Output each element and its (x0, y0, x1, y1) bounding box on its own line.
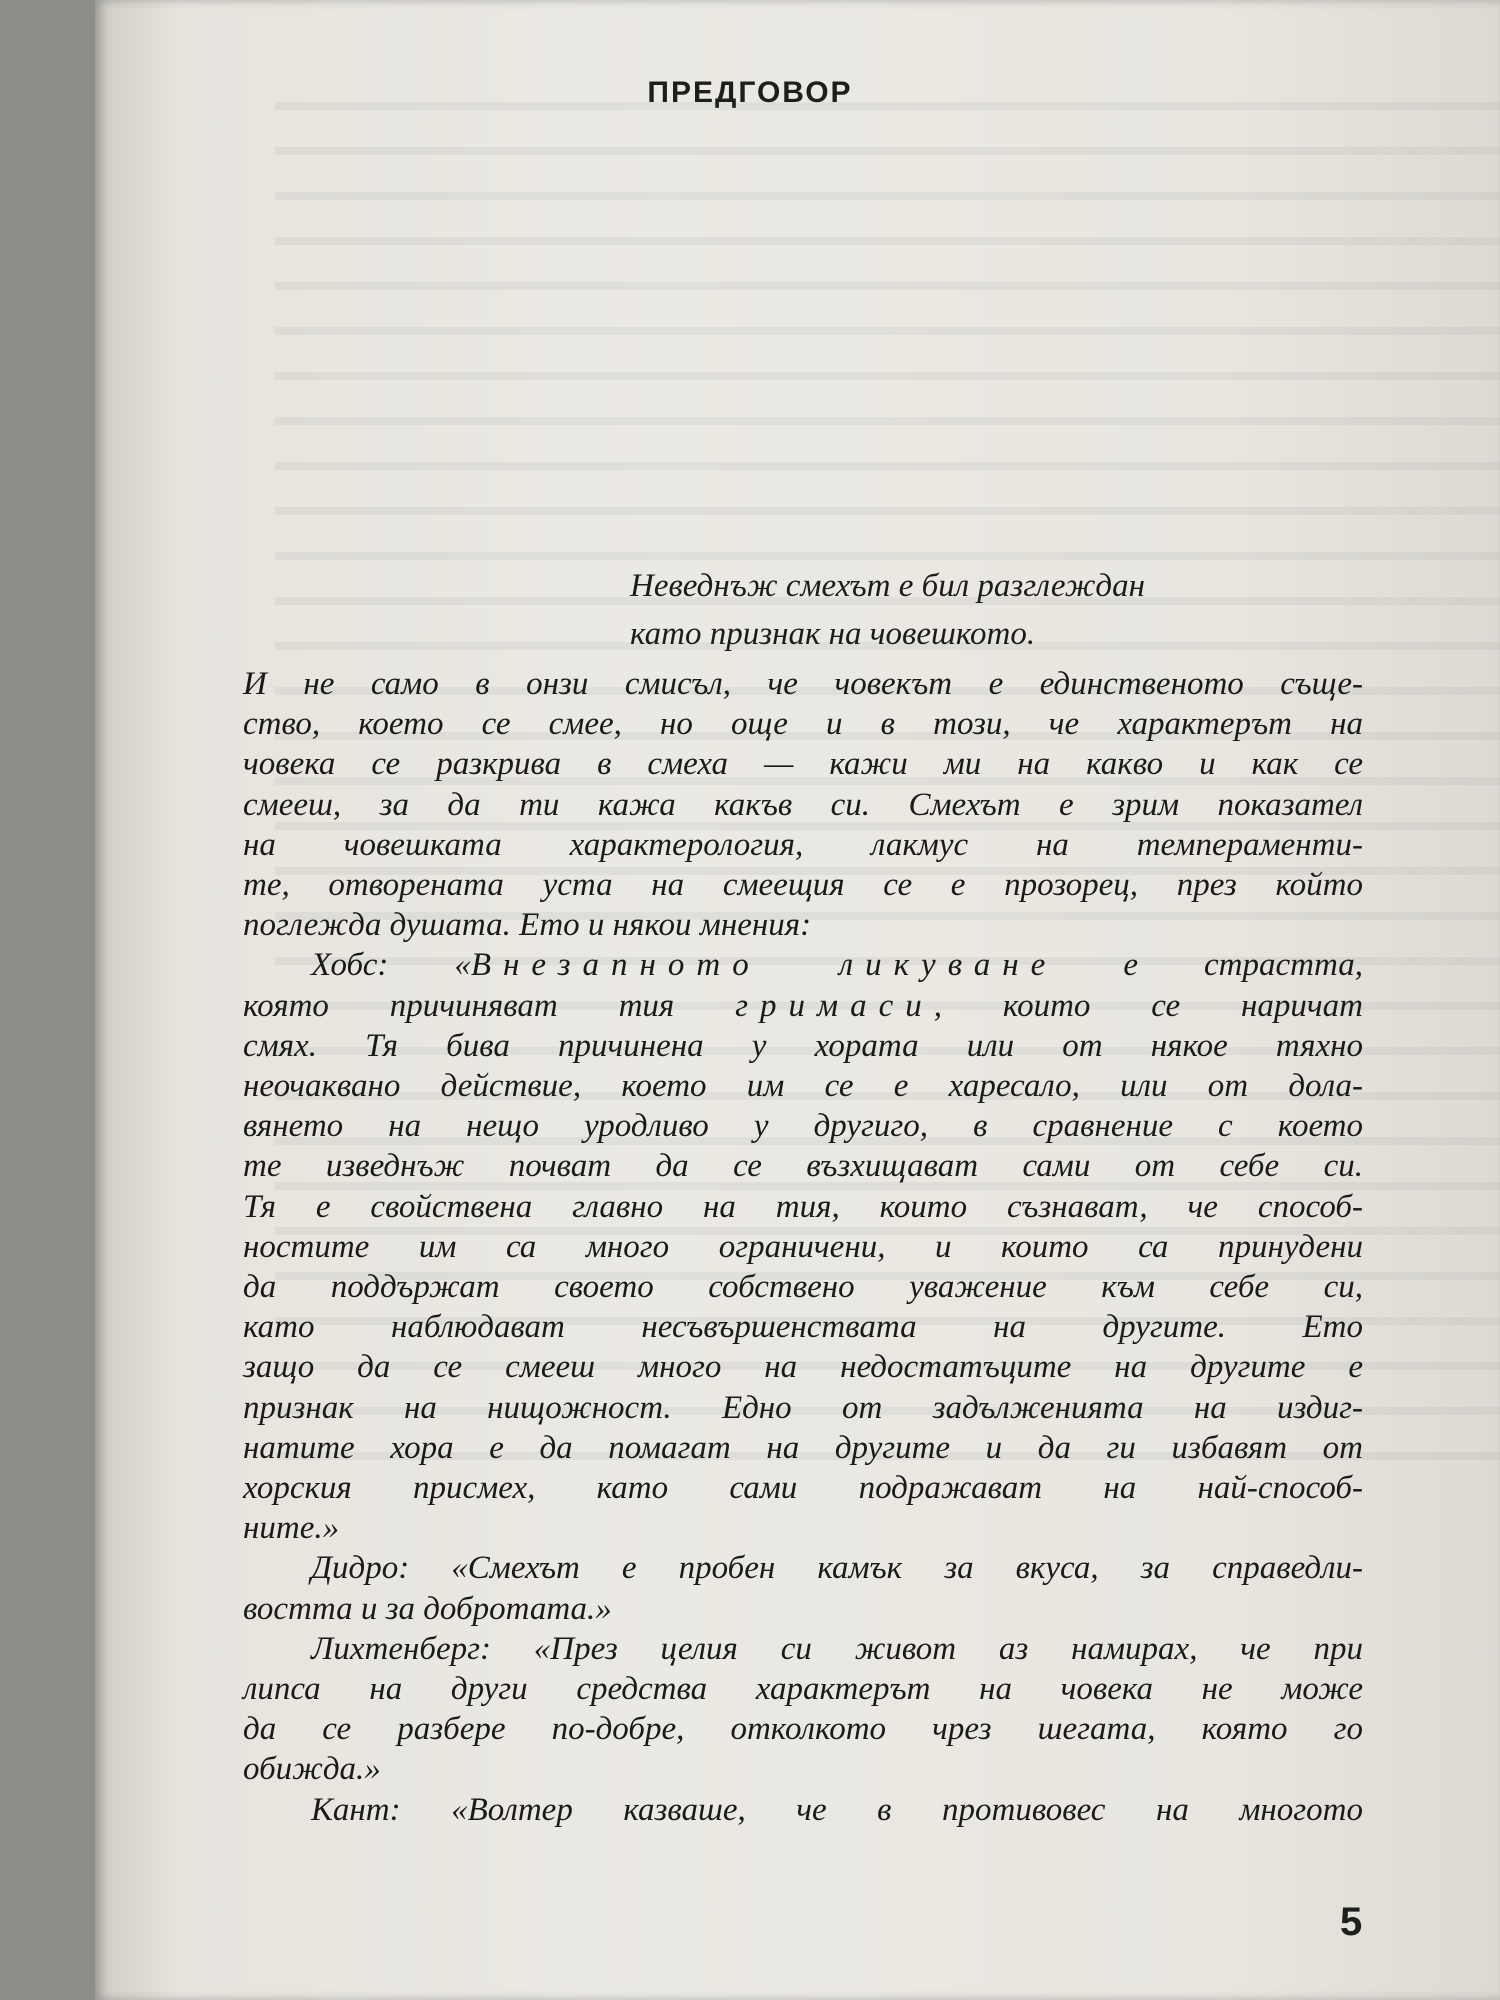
text-line: востта и за добротата.» (243, 1590, 612, 1627)
text-line: хорския присмех, като сами подражават на най-способ- (243, 1470, 1363, 1507)
text-fragment: , които се наричат (933, 987, 1363, 1024)
text-line: те, отворената уста на смеещия се е прозорец, през който (243, 867, 1363, 904)
text-line: натите хора е да помагат на другите и да ги избавят от (243, 1429, 1363, 1466)
text-line: да поддържат своето собствено уважение към себе си, (243, 1269, 1363, 1306)
emphasized-phrase: Внезапното ликуване (470, 947, 1058, 984)
text-line: И не само в онзи смисъл, че човекът е единственото съще- (243, 666, 1363, 702)
hobbes-quote-line (243, 945, 1363, 985)
epigraph (630, 562, 1350, 658)
text-line: да се разбере по-добре, отколкото чрез шегата, която го (243, 1711, 1363, 1748)
lichtenberg-quote-line: Лихтенберг: «През целия си живот аз намирах, че при (311, 1630, 1363, 1667)
page-title: ПРЕДГОВОР (647, 76, 853, 109)
text-fragment: която причиняват тия (243, 987, 736, 1024)
text-line: те изведнъж почват да се възхищават сами от себе си. (243, 1148, 1363, 1185)
hobbes-quote-line (243, 986, 1363, 1026)
text-line: ство, което се смее, но още и в този, че характерът на (243, 706, 1363, 743)
hobbes-speaker: Хобс: « (311, 947, 471, 984)
text-line: неочаквано действие, което им се е харесало, или от дола- (243, 1068, 1363, 1105)
text-line: Тя е свойствена главно на тия, които съзнават, че способ- (243, 1188, 1363, 1225)
text-line: обижда.» (243, 1751, 381, 1788)
text-line: като наблюдават несъвършенствата на другите. Ето (243, 1309, 1363, 1346)
body-text (243, 664, 1363, 1830)
text-line: ните.» (243, 1510, 340, 1547)
text-line: поглежда душата. Ето и някои мнения: (243, 907, 812, 944)
text-line: липса на други средства характерът на човека не може (243, 1671, 1363, 1708)
text-line: признак на нищожност. Едно от задълженията на издиг- (243, 1389, 1363, 1426)
text-line: вянето на нещо уродливо у другиго, в сравнение с което (243, 1108, 1363, 1145)
emphasized-word: гримаси (735, 987, 934, 1024)
diderot-quote-line: Дидро: «Смехът е пробен камък за вкуса, за справедли- (311, 1550, 1363, 1587)
page-number: 5 (1340, 1900, 1363, 1944)
kant-quote-line: Кант: «Волтер казваше, че в противовес на многото (311, 1791, 1363, 1828)
text-line: защо да се смееш много на недостатъците на другите е (243, 1349, 1363, 1386)
text-line: смях. Тя бива причинена у хората или от някое тяхно (243, 1027, 1363, 1064)
text-line: смееш, за да ти кажа какъв си. Смехът е зрим показател (243, 786, 1363, 823)
text-line: ностите им са много ограничени, и които са принудени (243, 1228, 1363, 1265)
text-fragment: е страстта, (1057, 947, 1363, 984)
epigraph-line: Неведнъж смехът е бил разглеждан (630, 568, 1145, 604)
text-line: човека се разкрива в смеха — кажи ми на какво и как се (243, 746, 1363, 783)
epigraph-line: като признак на човешкото. (630, 616, 1036, 652)
text-line: на човешката характерология, лакмус на темпераменти- (243, 826, 1363, 863)
